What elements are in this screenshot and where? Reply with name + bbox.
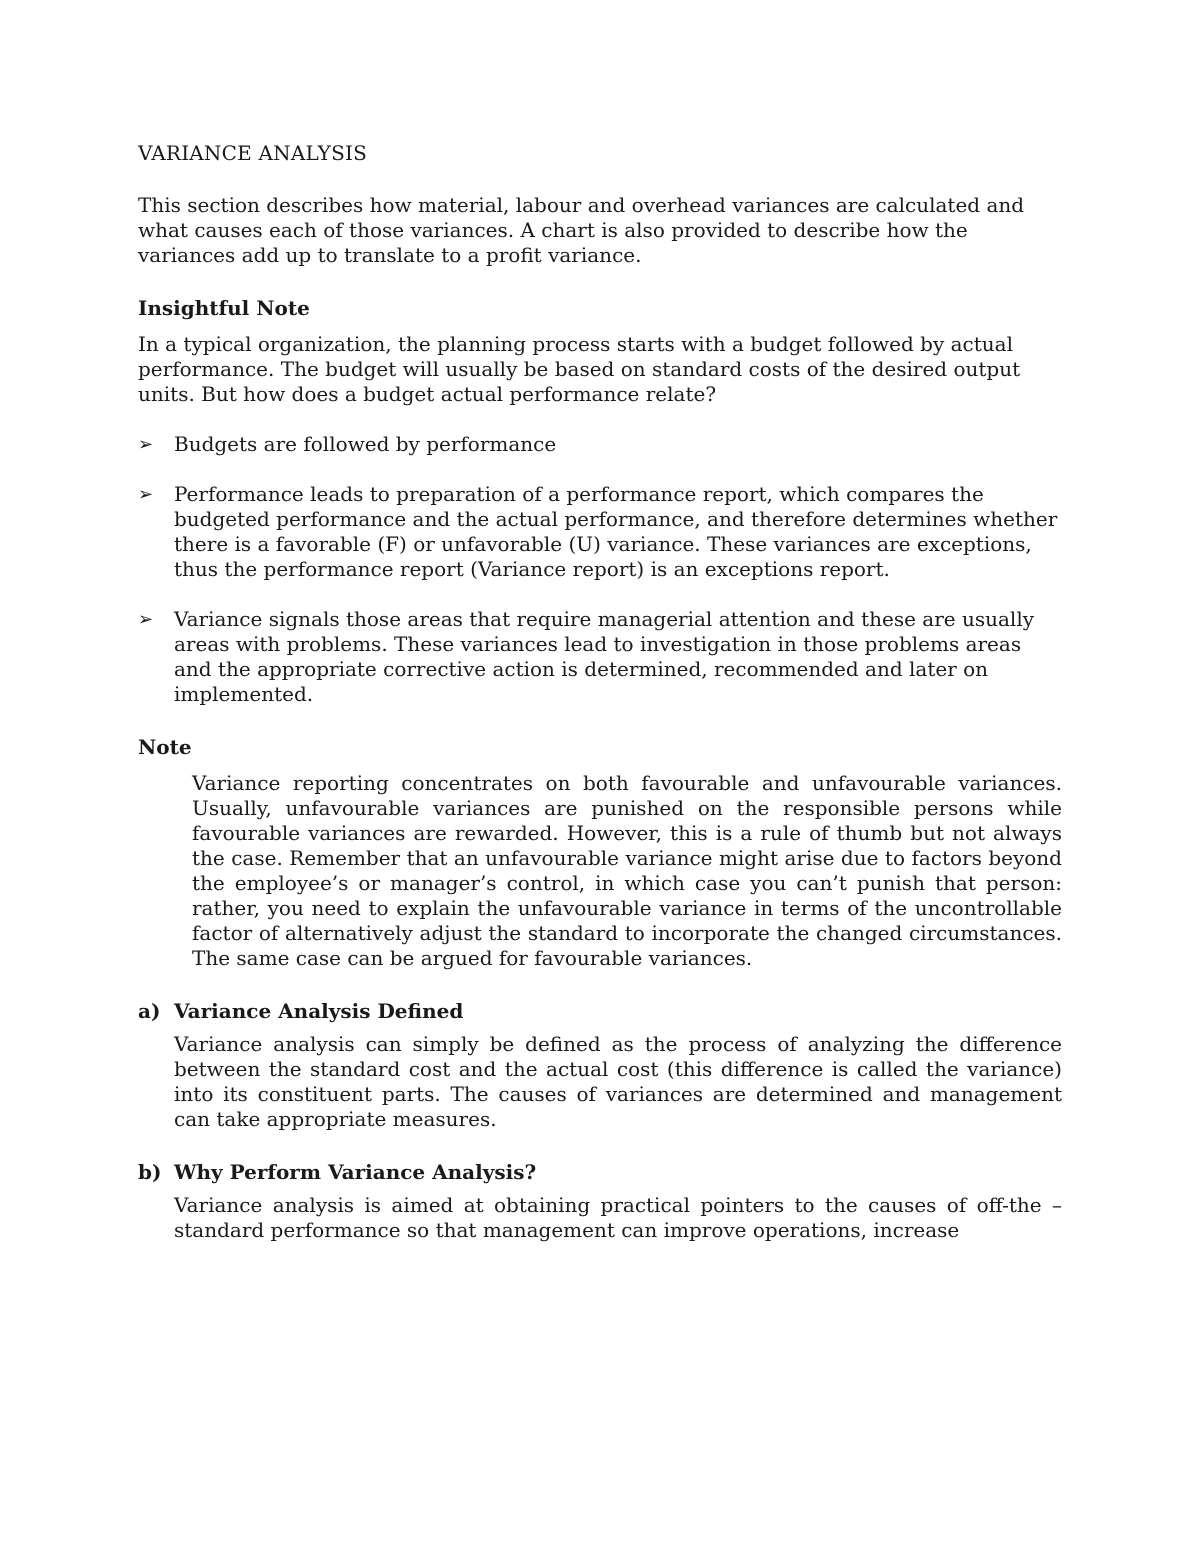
arrow-bullet-icon: ➢	[138, 484, 154, 505]
section-heading	[138, 1157, 1062, 1187]
section-title: Variance Analysis Defined	[174, 999, 464, 1023]
insightful-note-heading: Insightful Note	[138, 296, 310, 320]
note-paragraph: Variance reporting concentrates on both favourable and unfavourable variances. Usually, unfavourable variances are punished on the responsible persons while favourable variances are rewarded. However, this is a rule of thumb but not always the case. Remember that an unfavourable variance might arise due to factors beyond the employee’s or manager’s control, in which case you can’t punish that person: rather, you need to explain the unfavourable variance in terms of the uncontrollable factor of alternatively adjust the standard to incorporate the changed circumstances. The same case can be argued for favourable variances.	[192, 771, 1062, 970]
section-variance-analysis-defined	[138, 996, 1062, 1132]
list-item	[138, 607, 1062, 707]
section-letter: b)	[138, 1160, 162, 1184]
document-title: VARIANCE ANALYSIS	[138, 141, 367, 165]
section-title: Why Perform Variance Analysis?	[174, 1160, 537, 1184]
note-heading: Note	[138, 735, 192, 759]
arrow-bullet-icon: ➢	[138, 434, 154, 455]
list-item	[138, 482, 1062, 582]
list-item	[138, 432, 1062, 457]
section-why-perform-variance-analysis	[138, 1157, 1062, 1243]
arrow-bullet-icon: ➢	[138, 609, 154, 630]
insightful-note-paragraph: In a typical organization, the planning process starts with a budget followed by actual performance. The budget will usually be based on standard costs of the desired output units. But how does a budget actual performance relate?	[138, 332, 1021, 406]
bullet-text: Budgets are followed by performance	[174, 432, 557, 456]
insightful-note-bullet-list	[138, 432, 1062, 707]
section-letter: a)	[138, 999, 161, 1023]
section-heading	[138, 996, 1062, 1026]
section-paragraph: Variance analysis is aimed at obtaining practical pointers to the causes of off-the –standard performance so that management can improve operations, increase	[174, 1193, 1062, 1242]
document-page	[138, 138, 1062, 1268]
bullet-text: Performance leads to preparation of a performance report, which compares the budgeted performance and the actual performance, and therefore determines whether there is a favorable (F) or unfavorable (U) variance. These variances are exceptions, thus the performance report (Variance report) is an exceptions report.	[174, 482, 1058, 581]
bullet-text: Variance signals those areas that require managerial attention and these are usually areas with problems. These variances lead to investigation in those problems areas and the appropriate corrective action is determined, recommended and later on implemented.	[174, 607, 1035, 706]
section-paragraph: Variance analysis can simply be defined as the process of analyzing the difference between the standard cost and the actual cost (this difference is called the variance) into its constituent parts. The causes of variances are determined and management can take appropriate measures.	[174, 1032, 1062, 1131]
intro-paragraph: This section describes how material, labour and overhead variances are calculated and what causes each of those variances. A chart is also provided to describe how the variances add up to translate to a profit variance.	[138, 193, 1025, 267]
